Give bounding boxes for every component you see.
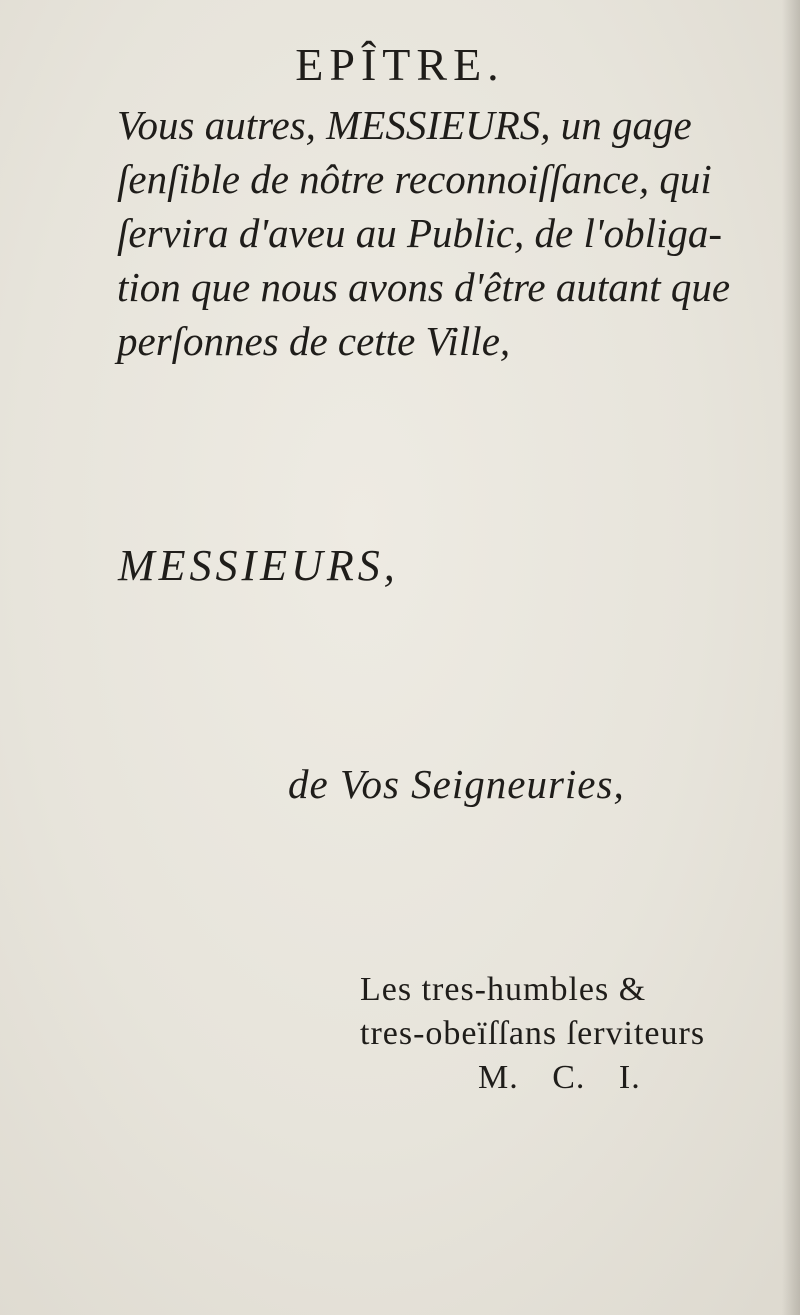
body-line: tion que nous avons d'être autant que <box>117 264 731 310</box>
signature-initials: M. C. I. <box>478 1059 641 1096</box>
dedication-body <box>117 98 747 368</box>
body-line: Vous autres, MESSIEURS, un gage <box>117 102 692 148</box>
closing-line: de Vos Seigneuries, <box>288 761 625 807</box>
body-line: ſenſible de nôtre reconnoiſſance, qui <box>117 156 712 202</box>
salutation: MESSIEURS, <box>118 541 399 590</box>
body-line: ſervira d'aveu au Public, de l'obliga- <box>117 210 723 256</box>
signature-line: Les tres-humbles & <box>360 971 647 1008</box>
page-header: EPÎTRE. <box>295 39 505 90</box>
signature-block <box>360 968 705 1100</box>
signature-line: tres-obeïſſans ſerviteurs <box>360 1015 706 1052</box>
page-edge-shadow <box>782 0 800 1315</box>
body-line: perſonnes de cette Ville, <box>117 318 511 364</box>
